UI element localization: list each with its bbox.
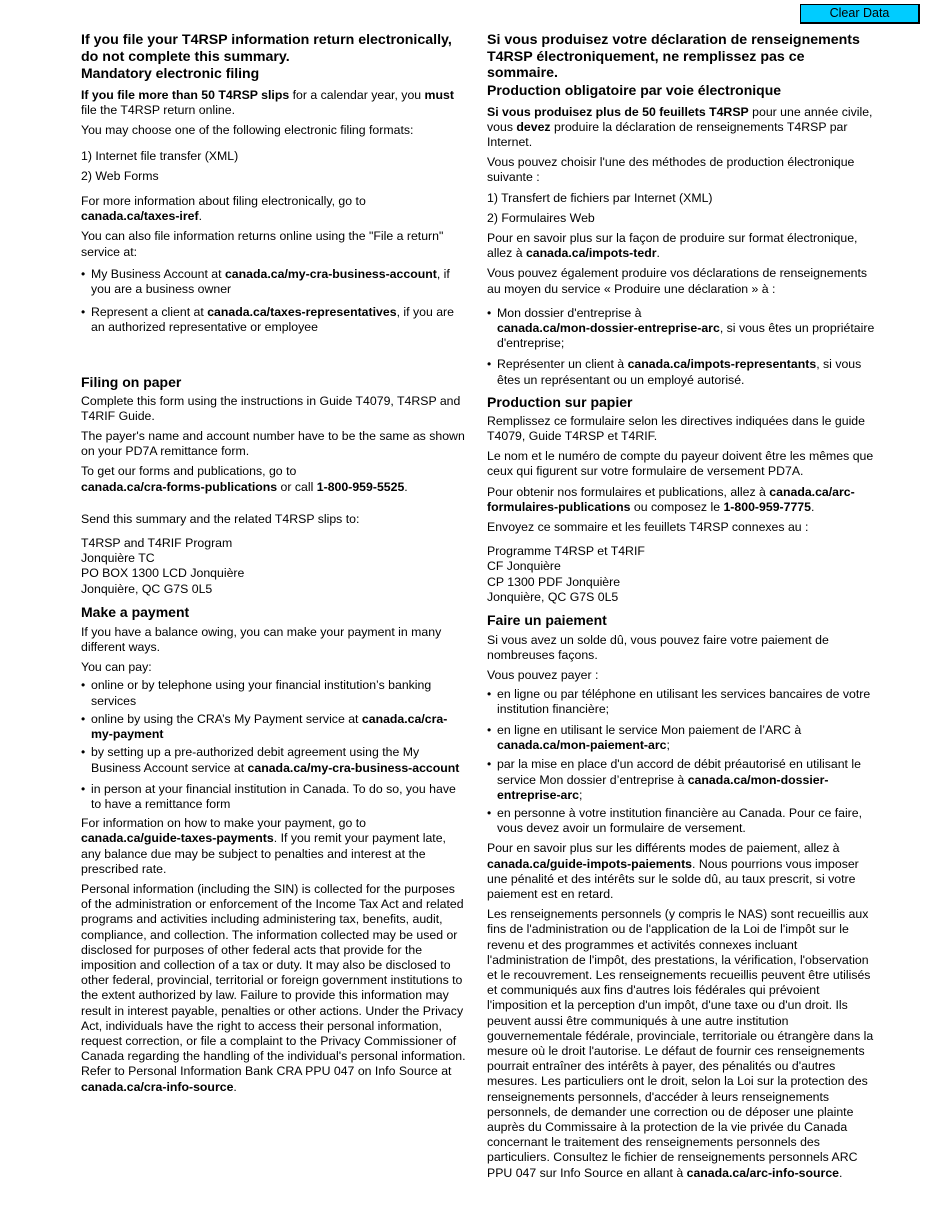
list-item: • by setting up a pre-authorized debit agreement using the My Business Account service at canada.ca/my-cra-business-account [81, 745, 466, 775]
link-impots-tedr[interactable]: canada.ca/impots-tedr [525, 246, 657, 261]
choose-formats-text: You may choose one of the following electronic filing formats: [81, 123, 414, 138]
file-return-text: You can also file information returns online using the "File a return" service at: [81, 229, 444, 259]
format-xml: 1) Internet file transfer (XML) [81, 148, 239, 163]
mandatory-filing-text: Si vous produisez plus de 50 feuillets T4RSP pour une année civile, vous devez produire la déclaration de renseignements T4RSP par Internet. [487, 104, 873, 149]
payment-heading: Make a payment [81, 603, 190, 620]
forms-publications-text: Pour obtenir nos formulaires et publications, allez à canada.ca/arc-formulaires-publications ou composez le 1-800-959-7775. [487, 484, 855, 514]
link-cra-forms-publications[interactable]: canada.ca/cra-forms-publications [81, 479, 278, 494]
privacy-statement: Les renseignements personnels (y compris le NAS) sont recueillis aux fins de l'administration ou de l'application de la Loi de l'impôt sur le revenu et des programmes et activités connexes incluant l'administration de l'impôt, des prestations, la vérification, l'observation et le recouvrement. Les renseignements recueillis peuvent être utilisés et communiqués aux fins d'autres lois fédérales qui prévoient l'imposition et la perception d'un impôt, d'une taxe ou d'un droit. Ils peuvent aussi être communiqués à une autre institution gouvernementale fédérale, provinciale, territoriale ou étrangère dans la mesure où le droit l'autorise. Le défaut de fournir ces renseignements pourrait entraîner des intérêts à payer, des pénalités ou d'autres mesures. Les particuliers ont le droit, selon la Loi sur la protection des renseignements personnels, d'accéder à leurs renseignements personnels, de demander une correction ou de déposer une plainte auprès du Commissaire à la protection de la vie privée du Canada concernant le traitement des renseignements personnels des particuliers. Consultez le fichier de renseignements personnels ARC PPU 047 sur Info Source en allant à canada.ca/arc-info-source. [487, 907, 874, 1180]
payer-name-text: The payer's name and account number have to be the same as shown on your PD7A remittance form. [81, 429, 465, 459]
mailing-address: Programme T4RSP et T4RIF CF Jonquière CP 1300 PDF Jonquière Jonquière, QC G7S 0L5 [487, 544, 645, 604]
payment-intro: Si vous avez un solde dû, vous pouvez faire votre paiement de nombreuses façons. [487, 632, 829, 663]
list-item: • Represent a client at canada.ca/taxes-representatives, if you are an authorized representative or employee [81, 305, 466, 335]
phone-number: 1-800-959-5525 [316, 479, 405, 494]
format-xml: 1) Transfert de fichiers par Internet (XML) [487, 190, 713, 205]
mandatory-filing-heading: Production obligatoire par voie électronique [487, 81, 782, 98]
link-cra-my-payment[interactable]: canada.ca/cra-my-payment [91, 711, 448, 742]
file-return-text: Vous pouvez également produire vos déclarations de renseignements au moyen du service « Produire une déclaration » à : [487, 266, 868, 296]
list-item: • Représenter un client à canada.ca/impots-representants, si vous êtes un représentant ou un employé autorisé. [487, 357, 877, 387]
link-my-cra-business-account[interactable]: canada.ca/my-cra-business-account [224, 266, 437, 281]
mandatory-filing-text: If you file more than 50 T4RSP slips for a calendar year, you must file the T4RSP return online. [81, 88, 454, 118]
link-mon-paiement-arc[interactable]: canada.ca/mon-paiement-arc [497, 738, 667, 753]
mailing-address: T4RSP and T4RIF Program Jonquière TC PO BOX 1300 LCD Jonquière Jonquière, QC G7S 0L5 [81, 536, 245, 596]
list-item: • en ligne ou par téléphone en utilisant les services bancaires de votre institution financière; [487, 687, 877, 717]
clear-data-button[interactable]: Clear Data [800, 4, 920, 24]
list-item: • in person at your financial institution in Canada. To do so, you have to have a remittance form [81, 782, 466, 812]
you-can-pay: Vous pouvez payer : [487, 668, 599, 683]
link-taxes-representatives[interactable]: canada.ca/taxes-representatives [207, 305, 397, 320]
send-to-text: Envoyez ce sommaire et les feuillets T4RSP connexes au : [487, 519, 809, 534]
list-item: • en ligne en utilisant le service Mon paiement de l’ARC à canada.ca/mon-paiement-arc; [487, 723, 877, 753]
paper-instructions: Complete this form using the instructions in Guide T4079, T4RSP and T4RIF Guide. [81, 393, 461, 423]
paper-filing-heading: Production sur papier [487, 393, 633, 410]
link-cra-info-source[interactable]: canada.ca/cra-info-source [81, 1079, 234, 1094]
link-mon-dossier-entreprise-arc[interactable]: canada.ca/mon-dossier-entreprise-arc [497, 772, 829, 802]
list-item: • en personne à votre institution financière au Canada. Pour ce faire, vous devez avoir un formulaire de versement. [487, 806, 877, 836]
phone-number: 1-800-959-7775 [723, 499, 811, 514]
mandatory-filing-heading: Mandatory electronic filing [81, 65, 260, 81]
list-item: • online by using the CRA’s My Payment service at canada.ca/cra-my-payment [81, 712, 466, 742]
format-web-forms: 2) Formulaires Web [487, 210, 595, 225]
send-to-text: Send this summary and the related T4RSP slips to: [81, 511, 360, 526]
link-arc-formulaires-publications[interactable]: canada.ca/arc-formulaires-publications [487, 484, 855, 514]
payer-name-text: Le nom et le numéro de compte du payeur doivent être les mêmes que ceux qui figurent sur votre formulaire de versement PD7A. [487, 449, 874, 479]
list-item: • par la mise en place d'un accord de débit préautorisé en utilisant le service Mon dossier d’entreprise à canada.ca/mon-dossier-entreprise-arc; [487, 757, 877, 803]
payment-heading: Faire un paiement [487, 611, 607, 628]
privacy-statement: Personal information (including the SIN) is collected for the purposes of the administration or enforcement of the Income Tax Act and related programs and activities including administering tax, benefits, audit, compliance, and collection. The information collected may be used or disclosed for purposes of other federal acts that provide for the imposition and collection of a tax or duty. It may also be disclosed to other federal, provincial, territorial or foreign government institutions to the extent authorized by law. Failure to provide this information may result in interest payable, penalties or other actions. Under the Privacy Act, individuals have the right to access their personal information, request correction, or file a complaint to the Privacy Commissioner of Canada regarding the handling of the individual's personal information. Refer to Personal Information Bank CRA PPU 047 on Info Source at canada.ca/cra-info-source. [81, 881, 466, 1094]
english-column [81, 32, 466, 1095]
more-info-electronic: For more information about filing electronically, go to canada.ca/taxes-iref. [81, 194, 366, 224]
more-info-electronic: Pour en savoir plus sur la façon de produire sur format électronique, allez à canada.ca/impots-tedr. [487, 230, 858, 261]
link-arc-info-source[interactable]: canada.ca/arc-info-source [686, 1165, 840, 1180]
link-taxes-iref[interactable]: canada.ca/taxes-iref [81, 209, 199, 224]
you-can-pay: You can pay: [81, 660, 152, 675]
link-guide-impots-paiements[interactable]: canada.ca/guide-impots-paiements [487, 856, 693, 871]
paper-instructions: Remplissez ce formulaire selon les directives indiquées dans le guide T4079, Guide T4RSP et T4RIF. [487, 413, 865, 443]
list-item: • My Business Account at canada.ca/my-cra-business-account, if you are a business owner [81, 267, 466, 297]
electronic-filing-warning: If you file your T4RSP information return electronically, do not complete this summary. [81, 32, 452, 65]
link-my-cra-business-account[interactable]: canada.ca/my-cra-business-account [247, 760, 460, 775]
format-web-forms: 2) Web Forms [81, 168, 159, 183]
link-impots-representants[interactable]: canada.ca/impots-representants [627, 357, 817, 372]
electronic-filing-warning: Si vous produisez votre déclaration de renseignements T4RSP électroniquement, ne remplissez pas ce sommaire. [487, 32, 860, 81]
paper-filing-heading: Filing on paper [81, 373, 182, 390]
payment-info-text: For information on how to make your payment, go to canada.ca/guide-taxes-payments. If you remit your payment late, any balance due may be subject to penalties and interest at the prescribed rate. [81, 816, 446, 876]
forms-publications-text: To get our forms and publications, go to canada.ca/cra-forms-publications or call 1-800-959-5525. [81, 464, 408, 494]
payment-info-text: Pour en savoir plus sur les différents modes de paiement, allez à canada.ca/guide-impots-paiements. Nous pourrions vous imposer une pénalité et des intérêts sur le solde dû, au taux prescrit, si votre paiement est en retard. [487, 841, 859, 902]
link-guide-taxes-payments[interactable]: canada.ca/guide-taxes-payments [81, 831, 274, 846]
list-item: • Mon dossier d'entreprise à canada.ca/mon-dossier-entreprise-arc, si vous êtes un propriétaire d'entreprise; [487, 306, 877, 352]
list-item: • online or by telephone using your financial institution’s banking services [81, 678, 466, 708]
link-mon-dossier-entreprise-arc[interactable]: canada.ca/mon-dossier-entreprise-arc [497, 320, 720, 335]
payment-intro: If you have a balance owing, you can make your payment in many different ways. [81, 624, 442, 655]
french-column [487, 32, 877, 1181]
choose-formats-text: Vous pouvez choisir l'une des méthodes de production électronique suivante : [487, 155, 855, 185]
